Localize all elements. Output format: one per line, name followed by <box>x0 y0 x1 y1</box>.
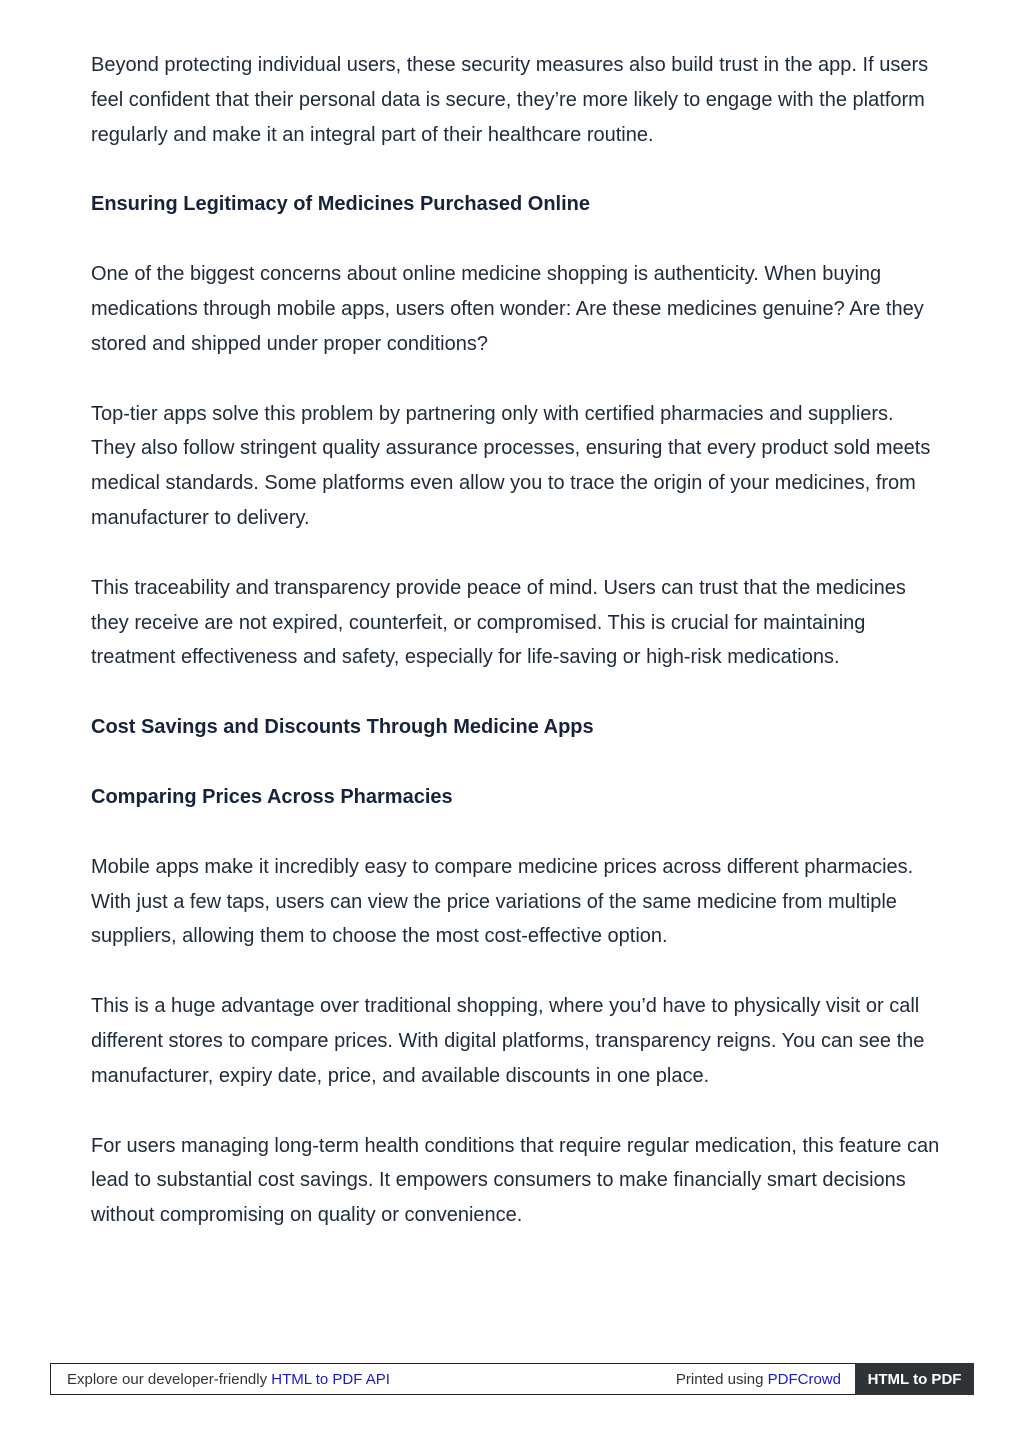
section-heading: Cost Savings and Discounts Through Medicine Apps <box>91 716 594 739</box>
paragraph: Top-tier apps solve this problem by partnering only with certified pharmacies and suppliers. They also follow stringent quality assurance processes, ensuring that every product sold meets medical standards. Some platforms even allow you to trace the origin of your medicines, from manufacturer to delivery. <box>91 402 931 529</box>
footer-printed-text: Printed using <box>675 1370 768 1388</box>
paragraph: Beyond protecting individual users, these security measures also build trust in the app. If users feel confident that their personal data is secure, they’re more likely to engage with the platform regularly and make it an integral part of their healthcare routine. <box>91 54 929 146</box>
paragraph: This is a huge advantage over traditional shopping, where you’d have to physically visit or call different stores to compare prices. With digital platforms, transparency reigns. You can see the manufacturer, expiry date, price, and available discounts in one place. <box>91 995 925 1087</box>
subsection-heading: Comparing Prices Across Pharmacies <box>91 785 453 808</box>
footer-promo-text: Explore our developer-friendly <box>67 1370 272 1388</box>
document-body <box>91 48 941 1268</box>
pdfcrowd-link[interactable]: PDFCrowd <box>767 1370 841 1388</box>
print-footer <box>50 1363 974 1395</box>
paragraph: For users managing long-term health conditions that require regular medication, this feature can lead to substantial cost savings. It empowers consumers to make financially smart decisions without compromising on quality or convenience. <box>91 1134 940 1227</box>
html-to-pdf-badge[interactable]: HTML to PDF <box>855 1363 974 1395</box>
footer-promo <box>51 1371 676 1388</box>
paragraph: One of the biggest concerns about online medicine shopping is authenticity. When buying medications through mobile apps, users often wonder: Are these medicines genuine? Are they stored and shipped under proper conditions? <box>91 263 924 355</box>
footer-printed-by <box>676 1371 855 1388</box>
paragraph: This traceability and transparency provide peace of mind. Users can trust that the medicines they receive are not expired, counterfeit, or compromised. This is crucial for maintaining treatment effectiveness and safety, especially for life-saving or high-risk medications. <box>91 576 906 669</box>
section-heading: Ensuring Legitimacy of Medicines Purchased Online <box>91 193 591 216</box>
paragraph: Mobile apps make it incredibly easy to compare medicine prices across different pharmacies. With just a few taps, users can view the price variations of the same medicine from multiple suppliers, allowing them to choose the most cost-effective option. <box>91 855 914 948</box>
html-to-pdf-api-link[interactable]: HTML to PDF API <box>271 1370 390 1388</box>
